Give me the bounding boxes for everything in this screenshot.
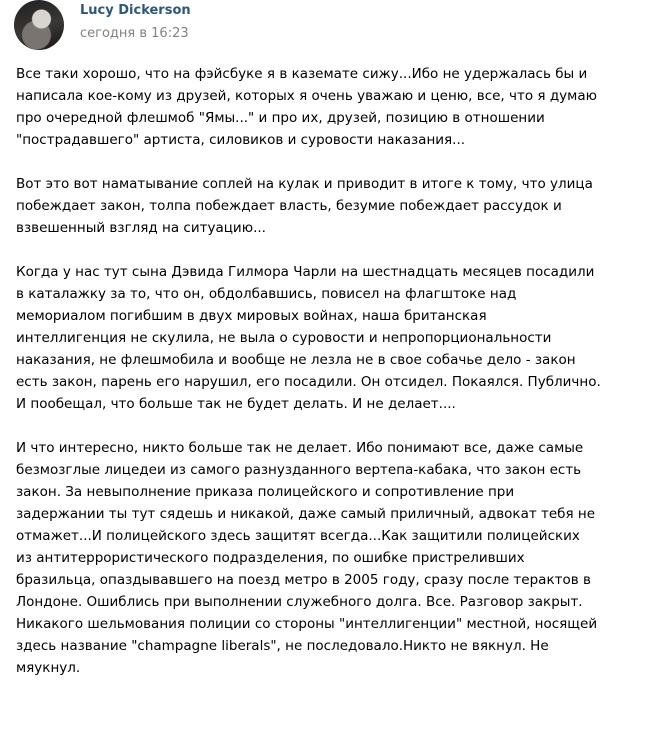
- text-line: отмажет...И полицейского здесь защитят всегда...Как защитили полицейских: [16, 528, 580, 544]
- post-time[interactable]: сегодня в 16:23: [80, 26, 189, 41]
- text-line: есть закон, парень его нарушил, его посадили. Он отсидел. Покаялся. Публично.: [16, 374, 601, 390]
- avatar[interactable]: [14, 0, 64, 50]
- text-line: задержании ты тут сядешь и никакой, даже самый приличный, адвокат тебя не: [16, 506, 596, 522]
- paragraph: [16, 173, 648, 239]
- text-line: наказания, не флешмобила и вообще не лезла не в свое собачье дело - закон: [16, 352, 576, 368]
- text-line: здесь название "champagne liberals", не последовало.Никто не вякнул. Не: [16, 638, 549, 654]
- text-line: бразильца, опаздывавшего на поезд метро в 2005 году, сразу после терактов в: [16, 572, 591, 588]
- text-line: И что интересно, никто больше так не делает. Ибо понимают все, даже самые: [16, 440, 584, 456]
- text-line: про очередной флешмоб "Ямы..." и про их, друзей, позицию в отношении: [16, 110, 545, 126]
- text-line: Лондоне. Ошиблись при выполнении служебного долга. Все. Разговор закрыт.: [16, 594, 583, 610]
- text-line: Никакого шельмования полиции со стороны "интеллигенции" местной, носящей: [16, 616, 598, 632]
- paragraph: [16, 437, 648, 679]
- text-line: написала кое-кому из друзей, которых я очень уважаю и ценю, все, что я думаю: [16, 88, 597, 104]
- text-line: мяукнул.: [16, 660, 81, 676]
- text-line: Все таки хорошо, что на фэйсбуке я в каземате сижу...Ибо не удержалась бы и: [16, 66, 588, 82]
- paragraph: [16, 63, 648, 151]
- text-line: из антитеррористического подразделения, по ошибке пристреливших: [16, 550, 525, 566]
- author-name[interactable]: Lucy Dickerson: [80, 3, 191, 18]
- text-line: И пообещал, что больше так не будет делать. И не делает....: [16, 396, 456, 412]
- text-line: безмозглые лицедеи из самого разнузданного вертепа-кабака, что закон есть: [16, 462, 582, 478]
- text-line: взвешенный взгляд на ситуацию...: [16, 220, 266, 236]
- text-line: в каталажку за то, что он, обдолбавшись, повисел на флагштоке над: [16, 286, 517, 302]
- text-line: Когда у нас тут сына Дэвида Гилмора Чарли на шестнадцать месяцев посадили: [16, 264, 595, 280]
- text-line: Вот это вот наматывание соплей на кулак и приводит в итоге к тому, что улица: [16, 176, 593, 192]
- paragraph: [16, 261, 648, 415]
- text-line: интеллигенция не скулила, не выла о суровости и непропорциональности: [16, 330, 552, 346]
- post-text: [16, 63, 648, 701]
- text-line: "пострадавшего" артиста, силовиков и суровости наказания...: [16, 132, 466, 148]
- text-line: мемориалом погибшим в двух мировых войнах, наша британская: [16, 308, 487, 324]
- text-line: закон. За невыполнение приказа полицейского и сопротивление при: [16, 484, 515, 500]
- text-line: побеждает закон, толпа побеждает власть, безумие побеждает рассудок и: [16, 198, 562, 214]
